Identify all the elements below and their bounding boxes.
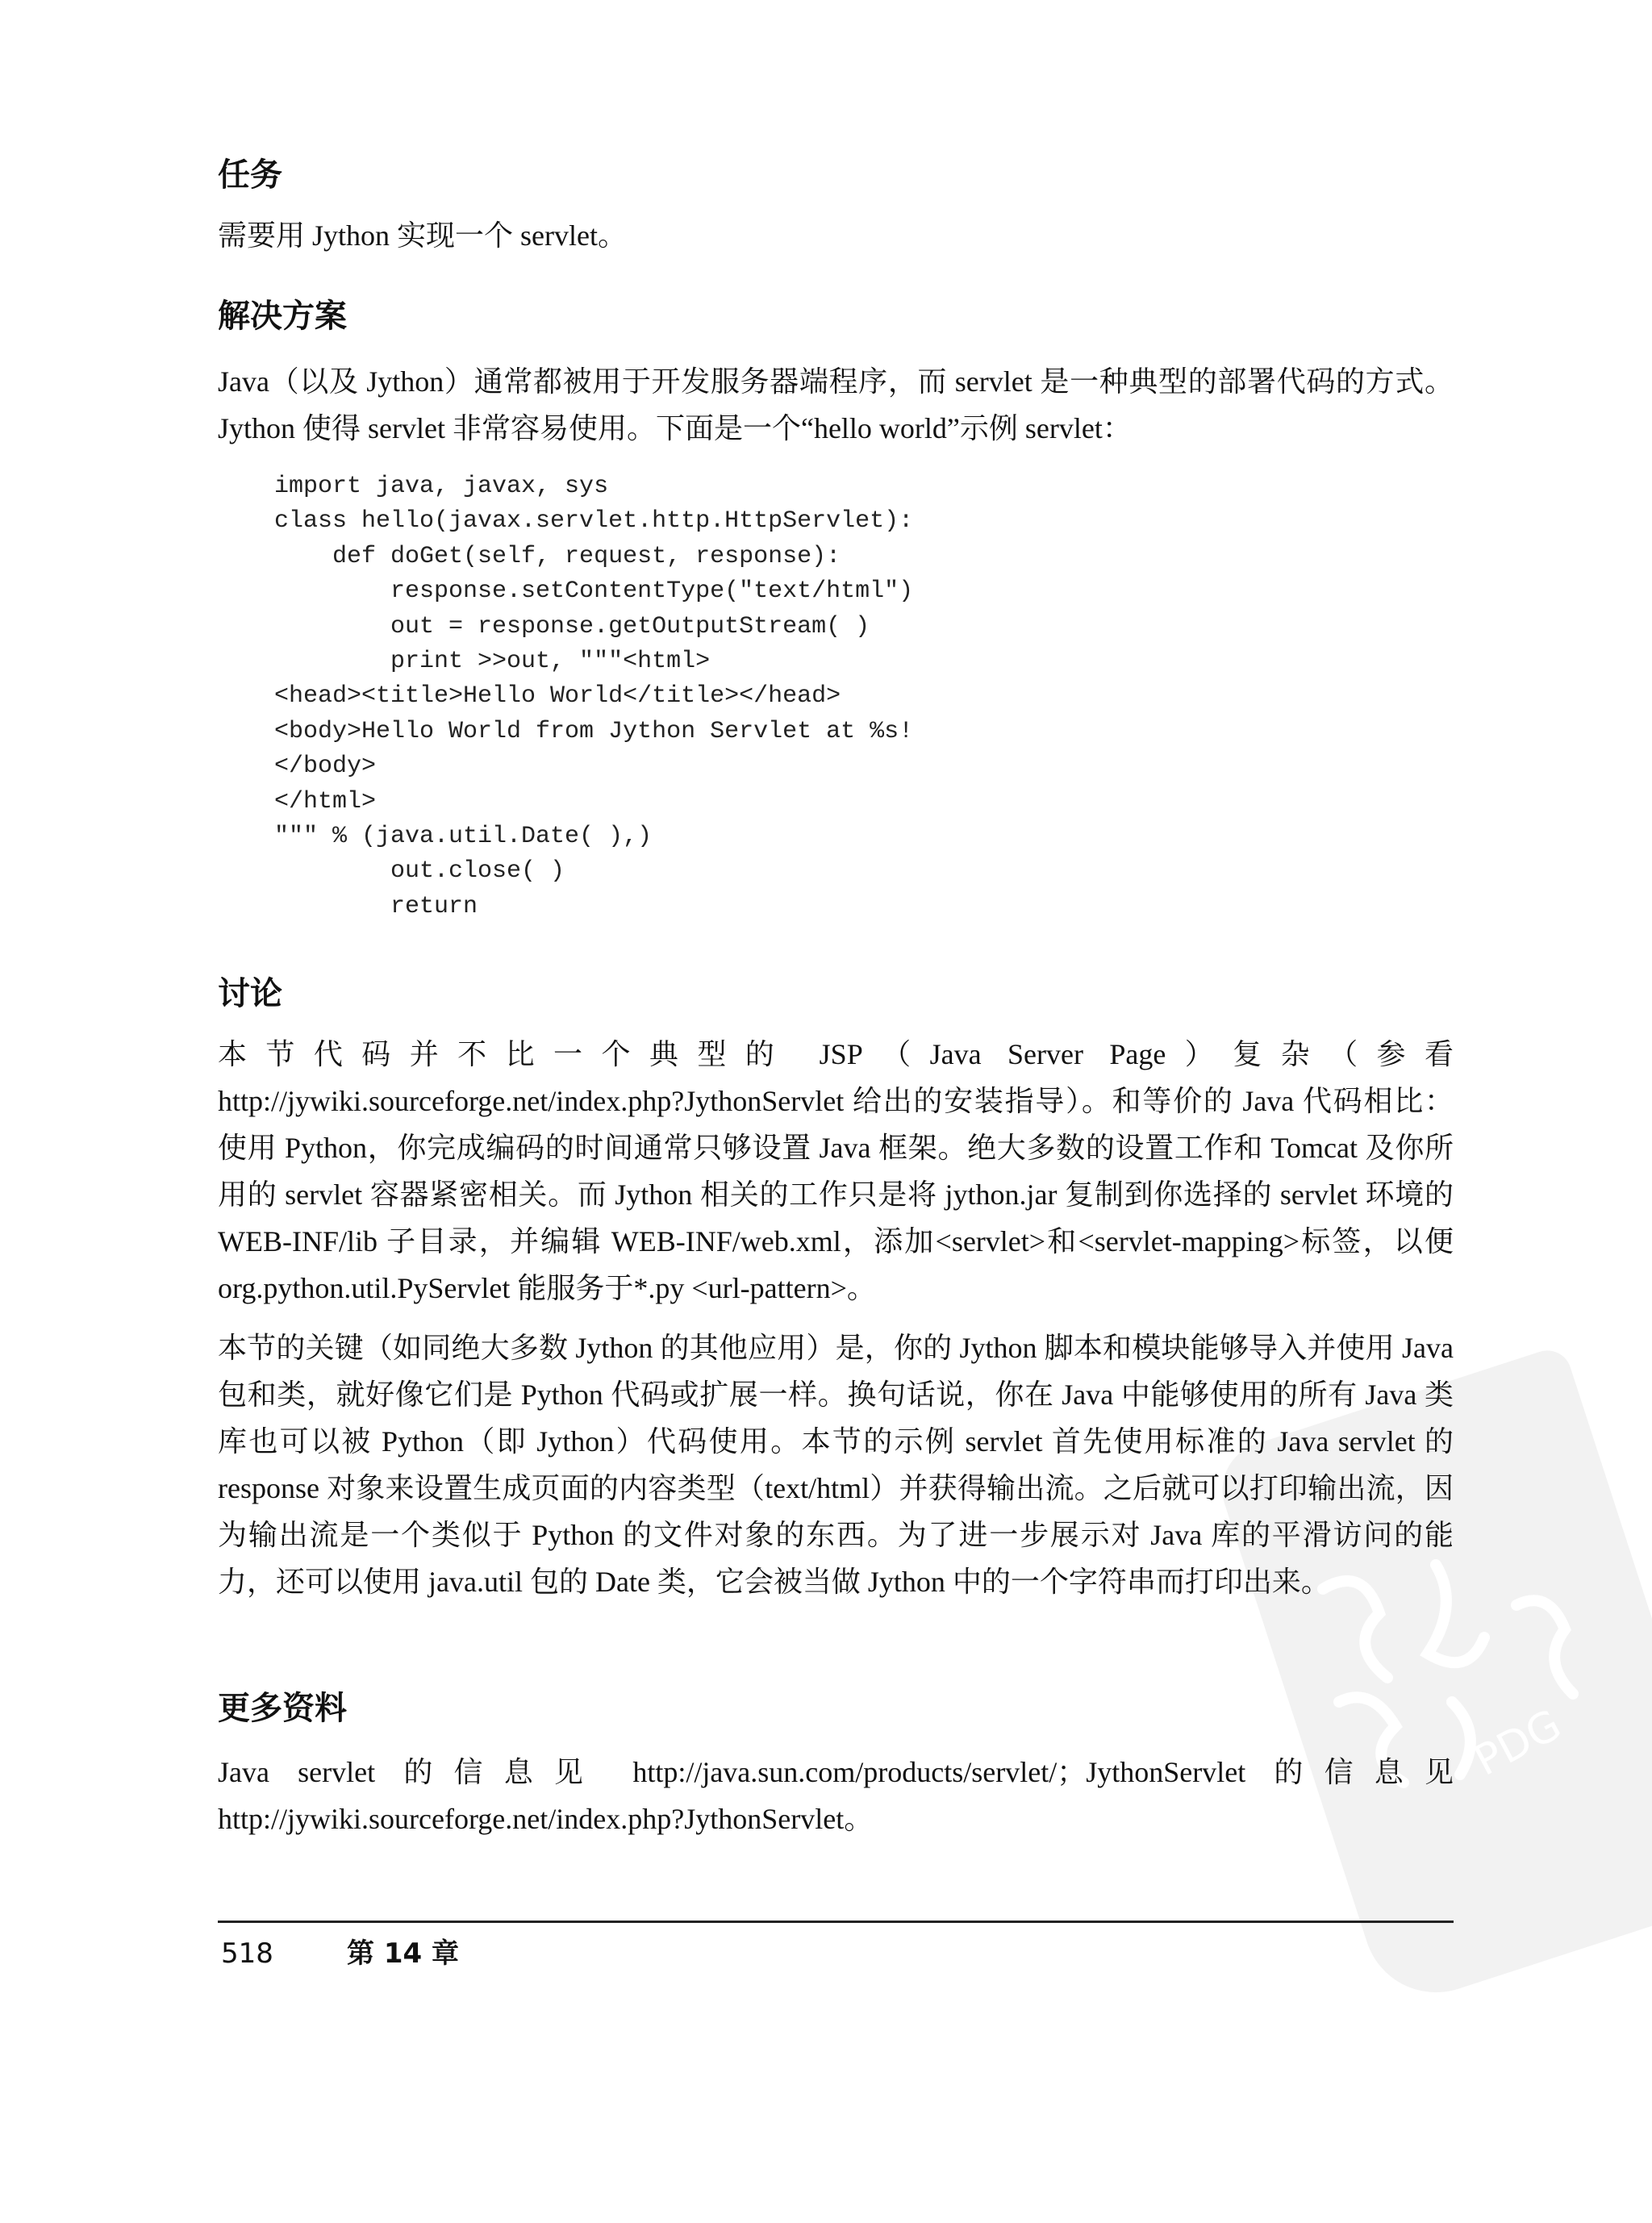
svg-text:PDG: PDG xyxy=(1466,1700,1570,1786)
discussion-paragraph-2: 本节的关键（如同绝大多数 Jython 的其他应用）是，你的 Jython 脚本和模块能够导入并使用 Java 包和类，就好像它们是 Python 代码或扩展一样。换句话说，你在 Java 中能够使用的所有 Java 类库也可以被 Python（即 Jython）代码使用。本节的示例 servlet 首先使用标准的 Java servlet 的 response 对象来设置生成页面的内容类型（text/html）并获得输出流。之后就可以打印输出流，因为输出流是一个类似于 Python 的文件对象的东西。为了进一步展示对 Java 库的平滑访问的能力，还可以使用 java.util 包的 Date 类，它会被当做 Jython 中的一个字符串而打印出来。 xyxy=(218,1332,1454,1598)
heading-solution: 解决方案 xyxy=(218,298,347,335)
heading-discussion: 讨论 xyxy=(218,975,282,1012)
heading-task: 任务 xyxy=(218,156,282,194)
heading-more-info: 更多资料 xyxy=(218,1690,347,1727)
more-info-text: Java servlet 的信息见 http://java.sun.com/products/servlet/；JythonServlet 的信息见 http://jywiki.sourceforge.net/index.php?JythonServlet。 xyxy=(218,1756,1454,1835)
code-listing: import java, javax, sys class hello(javax.servlet.http.HttpServlet): def doGet(self, request, response): response.setContentType("text/html") out = response.getOutputStream( ) print >>out, """<html> <head><title>Hello World</title></head> <body>Hello World from Jython Servlet at %s! </body> </html> """ % (java.util.Date( ),) out.close( ) return xyxy=(274,473,914,920)
solution-text: Java（以及 Jython）通常都被用于开发服务器端程序，而 servlet 是一种典型的部署代码的方式。Jython 使得 servlet 非常容易使用。下面是一个“hello world”示例 servlet： xyxy=(218,365,1454,444)
chapter-label: 第 14 章 xyxy=(347,1937,459,1970)
page-number: 518 xyxy=(221,1937,273,1970)
discussion-paragraph-1: 本节代码并不比一个典型的 JSP（Java Server Page）复杂（参看 http://jywiki.sourceforge.net/index.php?JythonServlet 给出的安装指导）。和等价的 Java 代码相比：使用 Python，你完成编码的时间通常只够设置 Java 框架。绝大多数的设置工作和 Tomcat 及你所用的 servlet 容器紧密相关。而 Jython 相关的工作只是将 jython.jar 复制到你选择的 servlet 环境的 WEB-INF/lib 子目录，并编辑 WEB-INF/web.xml，添加<servlet>和<servlet-mapping>标签，以便 org.python.util.PyServlet 能服务于*.py <url-pattern>。 xyxy=(218,1038,1454,1304)
footer-rule xyxy=(218,1921,1454,1923)
task-text: 需要用 Jython 实现一个 servlet。 xyxy=(218,219,627,252)
